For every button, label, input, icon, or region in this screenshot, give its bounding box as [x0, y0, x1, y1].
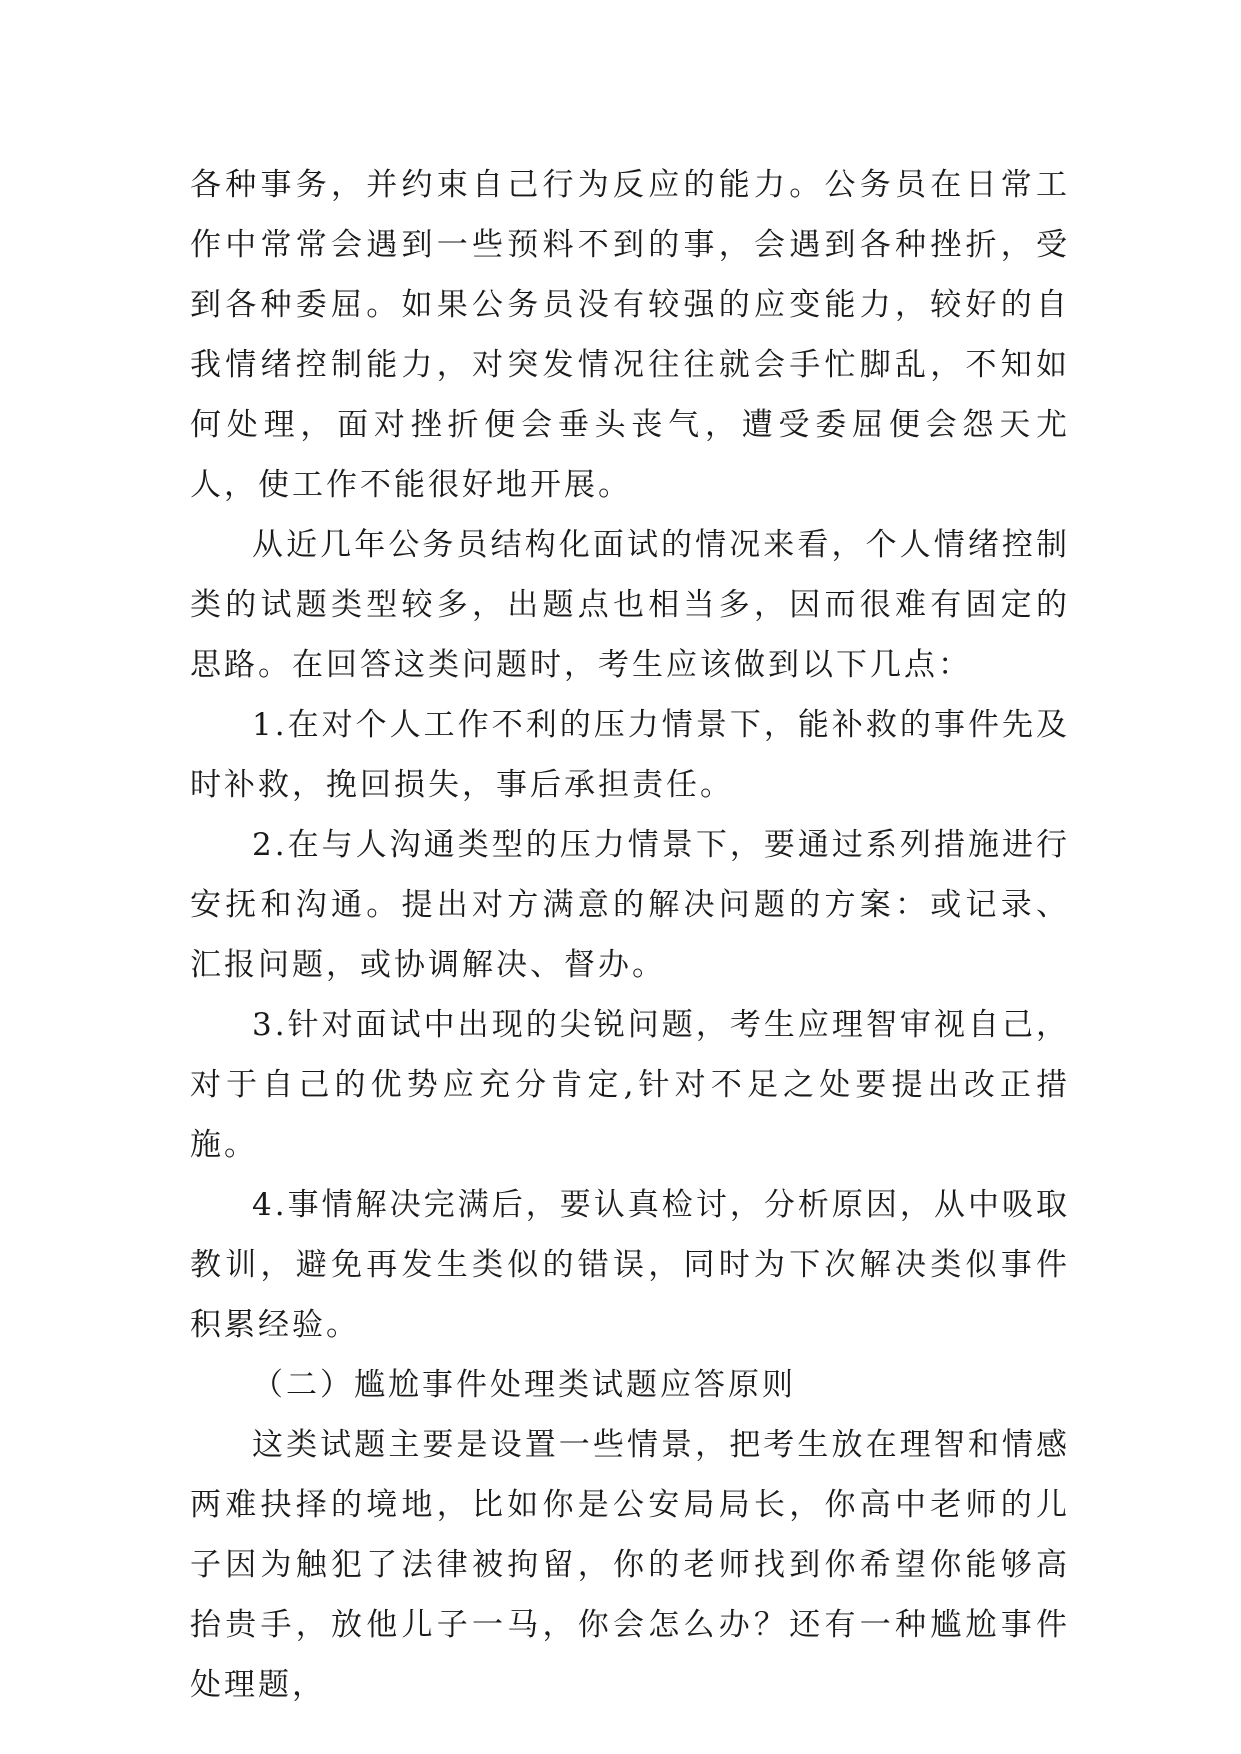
- section-heading: （二）尴尬事件处理类试题应答原则: [252, 1367, 796, 1403]
- paragraph-section-body: 这类试题主要是设置一些情景，把考生放在理智和情感两难抉择的境地，比如你是公安局局长，你高中老师的儿子因为触犯了法律被拘留，你的老师找到你希望你能够高抬贵手，放他儿子一马，你会怎么办？还有一种尴尬事件处理题，: [190, 1427, 1070, 1703]
- list-item-1: 1.在对个人工作不利的压力情景下，能补救的事件先及时补救，挽回损失，事后承担责任。: [190, 707, 1070, 803]
- paragraph-intro: 从近几年公务员结构化面试的情况来看，个人情绪控制类的试题类型较多，出题点也相当多，因而很难有固定的思路。在回答这类问题时，考生应该做到以下几点：: [190, 527, 1070, 683]
- list-item-4: 4.事情解决完满后，要认真检讨，分析原因，从中吸取教训，避免再发生类似的错误，同时为下次解决类似事件积累经验。: [190, 1187, 1070, 1343]
- list-item-3: 3.针对面试中出现的尖锐问题，考生应理智审视自己，对于自己的优势应充分肯定,针对不足之处要提出改正措施。: [190, 1007, 1070, 1163]
- paragraph-continuation: 各种事务，并约束自己行为反应的能力。公务员在日常工作中常常会遇到一些预料不到的事，会遇到各种挫折，受到各种委屈。如果公务员没有较强的应变能力，较好的自我情绪控制能力，对突发情况往往就会手忙脚乱，不知如何处理，面对挫折便会垂头丧气，遭受委屈便会怨天尤人，使工作不能很好地开展。: [190, 167, 1070, 503]
- list-item-2: 2.在与人沟通类型的压力情景下，要通过系列措施进行安抚和沟通。提出对方满意的解决问题的方案：或记录、汇报问题，或协调解决、督办。: [190, 827, 1070, 983]
- document-body: [190, 155, 1070, 1715]
